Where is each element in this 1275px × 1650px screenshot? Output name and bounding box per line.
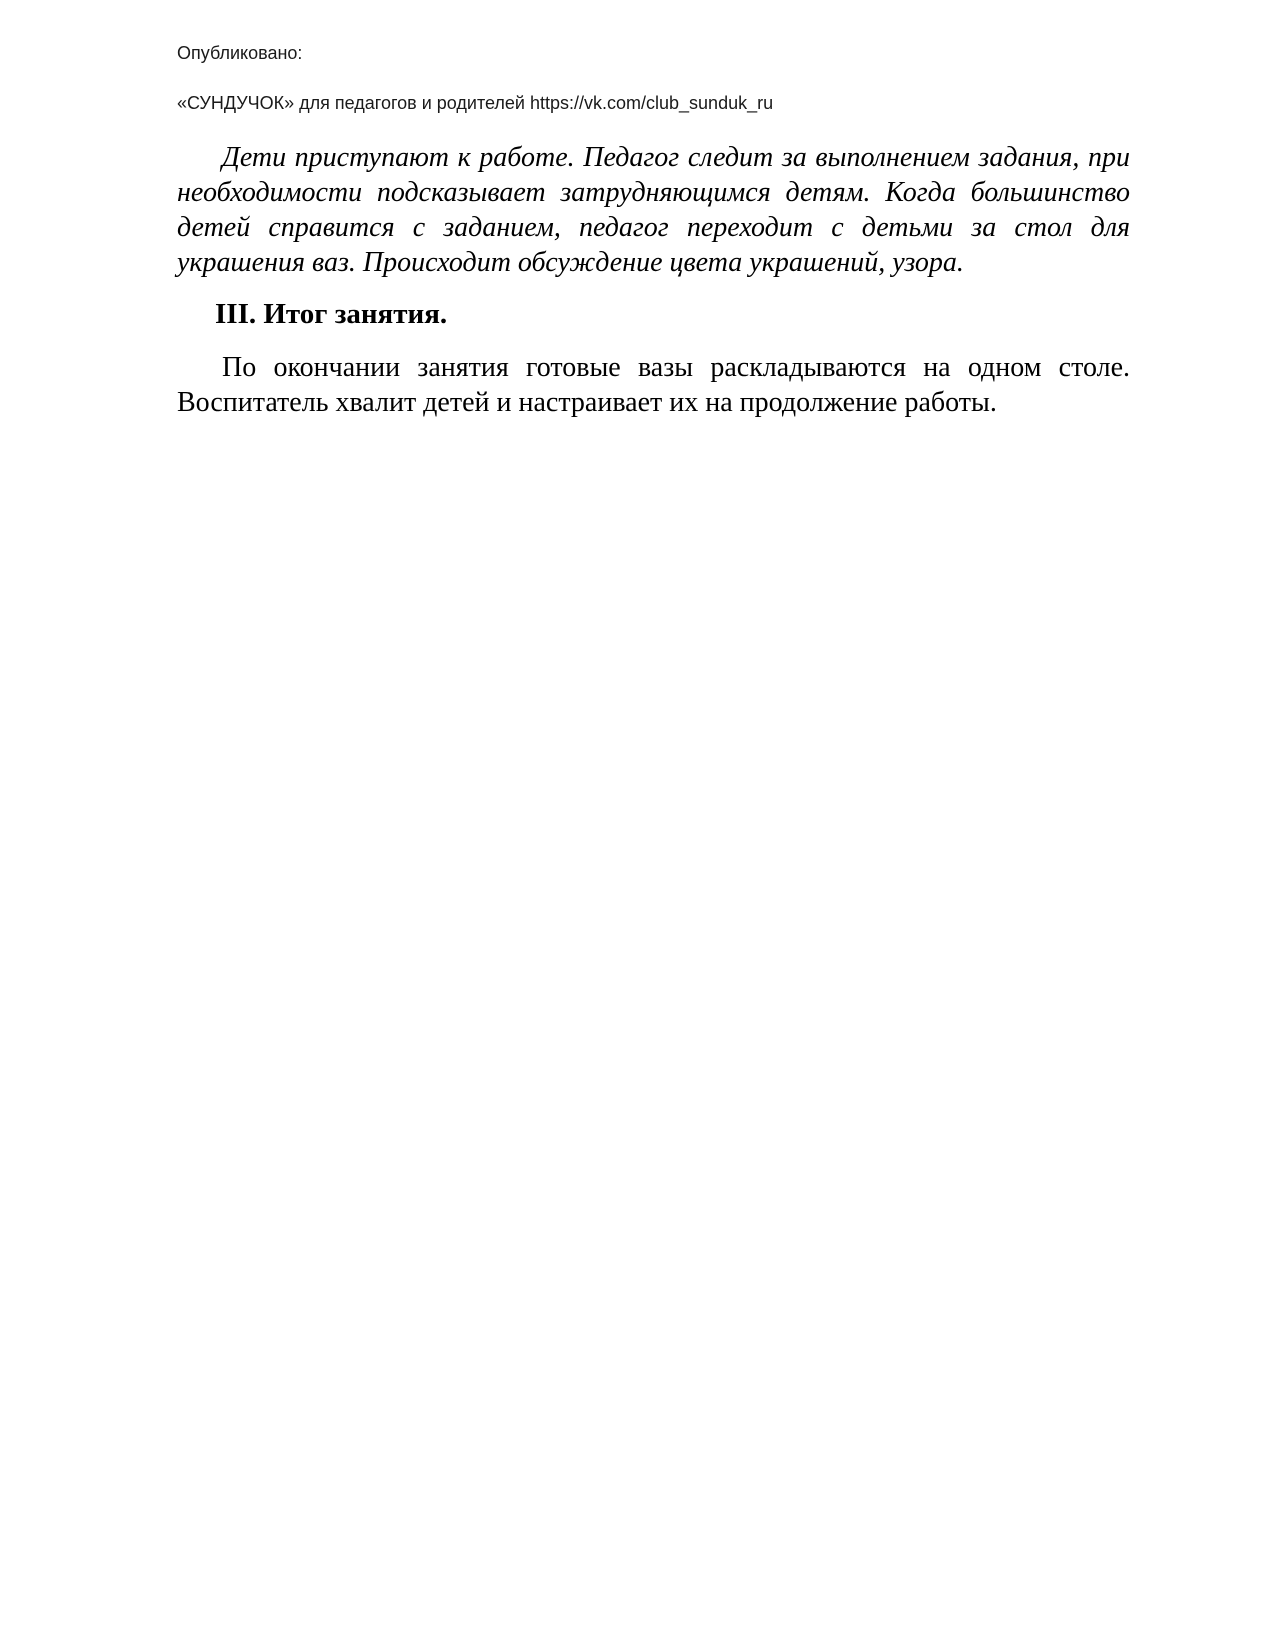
section-heading: III. Итог занятия. <box>215 298 448 330</box>
paragraph-line: необходимости подсказывает затрудняющимся детям. Когда большинство <box>177 177 1130 208</box>
paragraph-line: украшения ваз. Происходит обсуждение цвета украшений, узора. <box>177 247 964 278</box>
lesson-process-paragraph <box>177 140 1130 280</box>
paragraph-line: По окончании занятия готовые вазы раскладываются на одном столе. <box>222 352 1130 383</box>
paragraph-line: детей справится с заданием, педагог переходит с детьми за стол для <box>177 212 1130 243</box>
paragraph-line: Воспитатель хвалит детей и настраивает их на продолжение работы. <box>177 387 997 418</box>
conclusion-paragraph <box>177 350 1130 420</box>
source-line: «СУНДУЧОК» для педагогов и родителей https://vk.com/club_sunduk_ru <box>177 93 774 113</box>
paragraph-line: Дети приступают к работе. Педагог следит за выполнением задания, при <box>222 142 1130 173</box>
published-label: Опубликовано: <box>177 43 303 63</box>
